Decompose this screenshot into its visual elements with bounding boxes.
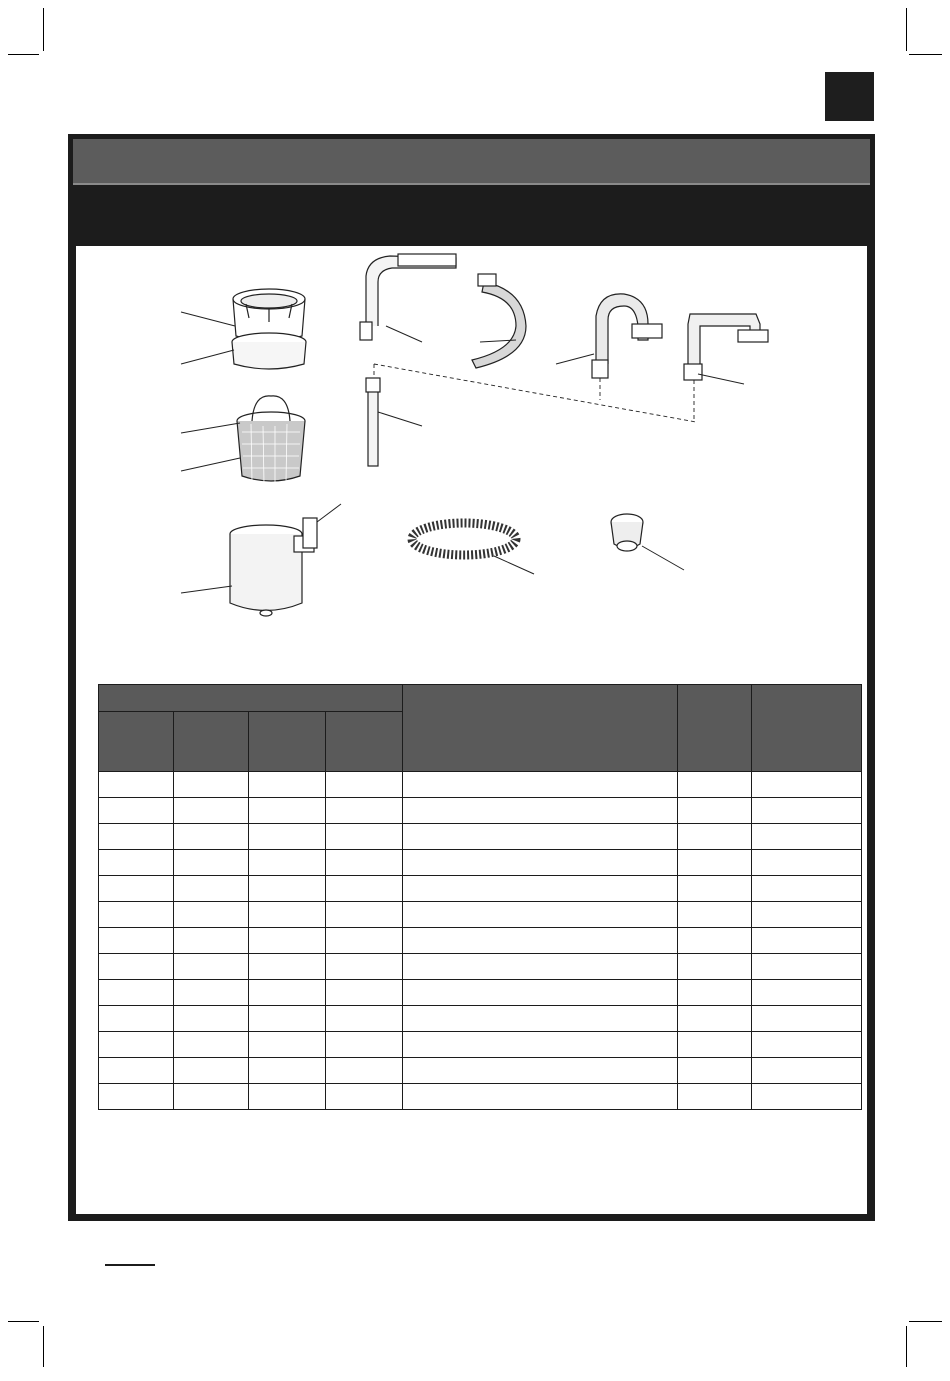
table-cell xyxy=(678,876,752,902)
table-cell xyxy=(326,1006,403,1032)
table-cell xyxy=(99,798,174,824)
table-cell xyxy=(174,1006,249,1032)
table-cell xyxy=(99,980,174,1006)
header-model-3 xyxy=(249,712,326,772)
table-cell xyxy=(326,772,403,798)
table-cell xyxy=(249,902,326,928)
intake-extension-icon xyxy=(366,378,422,466)
table-cell xyxy=(99,1058,174,1084)
table-cell xyxy=(174,928,249,954)
table-cell xyxy=(326,798,403,824)
table-cell xyxy=(249,980,326,1006)
table-cell xyxy=(678,824,752,850)
table-cell xyxy=(174,954,249,980)
table-cell xyxy=(403,824,678,850)
connection-lines xyxy=(374,364,696,422)
filter-basket-icon xyxy=(181,396,305,484)
table-row xyxy=(99,1058,862,1084)
table-cell xyxy=(99,1032,174,1058)
intake-tube-icon xyxy=(360,254,456,342)
table-cell xyxy=(249,772,326,798)
table-cell xyxy=(403,876,678,902)
table-cell xyxy=(249,1058,326,1084)
crop-mark-top-right-v xyxy=(906,8,907,51)
table-cell xyxy=(249,954,326,980)
table-cell xyxy=(174,876,249,902)
table-cell xyxy=(326,1058,403,1084)
table-cell xyxy=(752,798,862,824)
table-cell xyxy=(326,824,403,850)
table-cell xyxy=(326,902,403,928)
table-cell xyxy=(678,1084,752,1110)
table-cell xyxy=(678,954,752,980)
crop-mark-bottom-left-h xyxy=(8,1321,39,1322)
table-body xyxy=(99,772,862,1110)
table-cell xyxy=(174,1084,249,1110)
table-cell xyxy=(678,850,752,876)
section-badge xyxy=(825,72,874,121)
table-cell xyxy=(403,1058,678,1084)
table-cell xyxy=(403,980,678,1006)
crop-mark-bottom-right-v xyxy=(906,1326,907,1367)
table-cell xyxy=(99,876,174,902)
table-row xyxy=(99,928,862,954)
table-cell xyxy=(403,1006,678,1032)
table-cell xyxy=(174,902,249,928)
table-cell xyxy=(249,1006,326,1032)
table-cell xyxy=(752,1084,862,1110)
return-tube-icon xyxy=(556,294,662,378)
table-cell xyxy=(752,980,862,1006)
table-cell xyxy=(99,928,174,954)
table-cell xyxy=(403,954,678,980)
table-cell xyxy=(174,772,249,798)
table-cell xyxy=(249,928,326,954)
table-cell xyxy=(326,980,403,1006)
table-cell xyxy=(99,824,174,850)
header-description xyxy=(403,685,678,772)
table-row xyxy=(99,1006,862,1032)
table-cell xyxy=(174,980,249,1006)
table-cell xyxy=(752,1032,862,1058)
table-row xyxy=(99,772,862,798)
flexible-hose-icon xyxy=(412,523,534,574)
table-cell xyxy=(678,772,752,798)
header-model-1 xyxy=(99,712,174,772)
table-cell xyxy=(249,798,326,824)
table-cell xyxy=(403,902,678,928)
header-quantity xyxy=(678,685,752,772)
crop-mark-top-left-v xyxy=(43,8,44,51)
table-cell xyxy=(99,954,174,980)
parts-frame xyxy=(68,134,875,1221)
table-row xyxy=(99,876,862,902)
table-cell xyxy=(752,1058,862,1084)
crop-mark-bottom-left-v xyxy=(43,1326,44,1367)
table-cell xyxy=(249,824,326,850)
crop-mark-top-right-h xyxy=(909,54,942,55)
table-row xyxy=(99,954,862,980)
table-cell xyxy=(752,824,862,850)
table-cell xyxy=(326,876,403,902)
header-model-2 xyxy=(174,712,249,772)
table-cell xyxy=(174,1058,249,1084)
crop-mark-top-left-h xyxy=(8,54,39,55)
table-cell xyxy=(403,798,678,824)
title-bar xyxy=(73,139,870,185)
strainer-cap-icon xyxy=(181,289,306,369)
header-model-4 xyxy=(326,712,403,772)
table-cell xyxy=(99,1006,174,1032)
table-cell xyxy=(326,1032,403,1058)
table-cell xyxy=(326,1084,403,1110)
table-cell xyxy=(752,954,862,980)
table-cell xyxy=(752,1006,862,1032)
nozzle-icon xyxy=(611,514,684,570)
table-row xyxy=(99,798,862,824)
table-cell xyxy=(99,1084,174,1110)
table-cell xyxy=(249,1032,326,1058)
table-cell xyxy=(752,928,862,954)
canister-icon xyxy=(181,504,341,616)
table-cell xyxy=(752,850,862,876)
table-cell xyxy=(99,772,174,798)
crop-mark-bottom-right-h xyxy=(909,1321,942,1322)
table-cell xyxy=(678,928,752,954)
table-cell xyxy=(752,772,862,798)
table-row xyxy=(99,980,862,1006)
table-cell xyxy=(249,876,326,902)
table-cell xyxy=(403,772,678,798)
content-area xyxy=(76,246,867,1214)
table-row xyxy=(99,850,862,876)
table-cell xyxy=(174,798,249,824)
table-cell xyxy=(99,850,174,876)
table-cell xyxy=(99,902,174,928)
table-cell xyxy=(678,902,752,928)
hose-elbow-icon xyxy=(472,274,526,368)
table-cell xyxy=(752,876,862,902)
table-cell xyxy=(326,928,403,954)
table-cell xyxy=(326,954,403,980)
table-row xyxy=(99,824,862,850)
note-underline xyxy=(105,1264,155,1266)
header-part-number xyxy=(752,685,862,772)
table-cell xyxy=(678,1006,752,1032)
table-cell xyxy=(403,928,678,954)
table-cell xyxy=(678,980,752,1006)
table-row xyxy=(99,1032,862,1058)
table-row xyxy=(99,902,862,928)
table-cell xyxy=(174,1032,249,1058)
table-cell xyxy=(249,1084,326,1110)
table-cell xyxy=(249,850,326,876)
table-cell xyxy=(403,850,678,876)
table-cell xyxy=(174,850,249,876)
table-cell xyxy=(326,850,403,876)
table-cell xyxy=(174,824,249,850)
table-row xyxy=(99,1084,862,1110)
header-group-models xyxy=(99,685,403,712)
table-cell xyxy=(403,1084,678,1110)
return-bracket-icon xyxy=(684,314,768,384)
table-cell xyxy=(678,1058,752,1084)
table-cell xyxy=(752,902,862,928)
table-cell xyxy=(678,798,752,824)
parts-table xyxy=(98,684,862,1110)
table-cell xyxy=(403,1032,678,1058)
table-cell xyxy=(678,1032,752,1058)
